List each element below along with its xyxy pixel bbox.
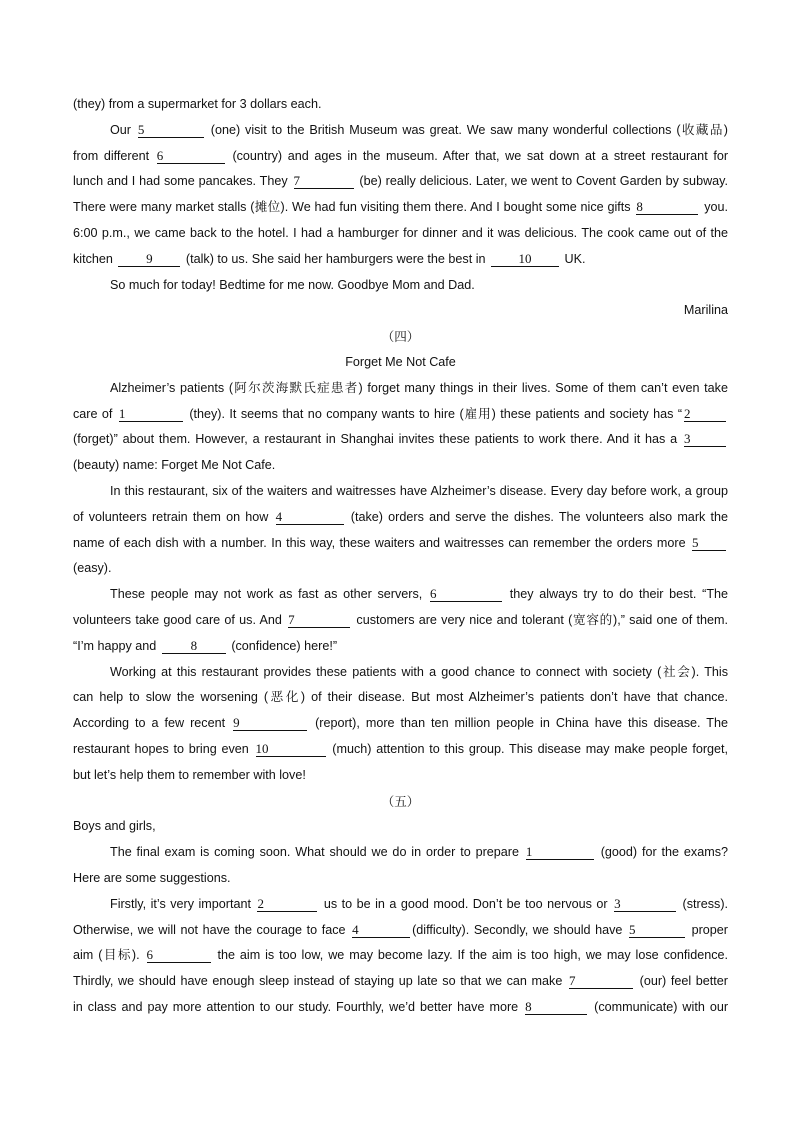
text-line	[73, 969, 728, 995]
passage-text: care of	[73, 406, 113, 421]
signature-text: Marilina	[683, 303, 728, 318]
text-line	[73, 402, 728, 428]
answer-blank[interactable]: 3	[684, 431, 726, 447]
answer-blank[interactable]: 7	[288, 612, 350, 628]
passage-text: but let’s help them to remember with love!	[73, 767, 306, 782]
text-line	[73, 195, 728, 221]
answer-blank[interactable]: 9	[233, 715, 307, 731]
passage-text: (communicate) with our	[594, 999, 728, 1014]
text-line	[73, 556, 728, 582]
passage-text: (they). It seems that no company wants to hire (雇用) these patients and society has “	[189, 406, 683, 421]
text-line	[73, 453, 728, 479]
passage-text: (easy).	[73, 561, 112, 576]
passage-text: “I’m happy and	[73, 638, 157, 653]
passage-text: 6:00 p.m., we came back to the hotel. I had a hamburger for dinner and it was delicious. The cook came out of the	[73, 225, 728, 240]
answer-blank[interactable]: 1	[526, 844, 594, 860]
text-line	[73, 582, 728, 608]
greeting	[73, 814, 728, 840]
passage-text: volunteers take good care of us. And	[73, 612, 282, 627]
passage-title	[73, 350, 728, 376]
passage-text: lunch and I had some pancakes. They	[73, 174, 288, 189]
text-line	[73, 273, 728, 299]
text-line	[73, 144, 728, 170]
text-line	[73, 92, 728, 118]
text-line	[73, 479, 728, 505]
passage-text: (be) really delicious. Later, we went to Covent Garden by subway.	[359, 174, 728, 189]
passage-text: the aim is too low, we may become lazy. If the aim is too high, we may lose confidence.	[217, 948, 728, 963]
passage-text: According to a few recent	[73, 716, 226, 731]
answer-blank[interactable]: 10	[491, 251, 559, 267]
passage-text: Alzheimer’s patients (阿尔茨海默氏症患者) forget many things in their lives. Some of them can’t even take	[110, 380, 728, 395]
text-line	[73, 918, 728, 944]
answer-blank[interactable]: 9	[118, 251, 180, 267]
passage-title-text: Forget Me Not Cafe	[345, 354, 456, 369]
passage-text: UK.	[564, 251, 586, 266]
text-line	[73, 943, 728, 969]
answer-blank[interactable]: 7	[294, 173, 354, 189]
passage-text: (report), more than ten million people in China have this disease. The	[315, 716, 728, 731]
passage-text: (forget)” about them. However, a restaurant in Shanghai invites these patients to work there. And it has a	[73, 432, 678, 447]
text-line	[73, 892, 728, 918]
passage-text: Our	[110, 122, 131, 137]
text-line	[73, 685, 728, 711]
passage-text: Working at this restaurant provides these patients with a good chance to connect with society (社会). This	[110, 664, 728, 679]
passage-text: restaurant hopes to bring even	[73, 741, 249, 756]
answer-blank[interactable]: 4	[276, 509, 344, 525]
text-line	[73, 247, 728, 273]
passage-text: kitchen	[73, 251, 113, 266]
section-label-text: （四）	[381, 329, 420, 345]
text-line	[73, 376, 728, 402]
answer-blank[interactable]: 5	[692, 535, 726, 551]
section-label-text: （五）	[381, 793, 420, 809]
passage-text: (talk) to us. She said her hamburgers were the best in	[185, 251, 486, 266]
text-line	[73, 995, 728, 1021]
passage-text: (they) from a supermarket for 3 dollars each.	[73, 97, 322, 111]
document-page	[73, 92, 728, 1021]
answer-blank[interactable]: 4	[352, 922, 410, 938]
passage-text: of volunteers retrain them on how	[73, 509, 269, 524]
text-line	[73, 221, 728, 247]
passage-text: (beauty) name: Forget Me Not Cafe.	[73, 458, 276, 473]
text-line	[73, 711, 728, 737]
passage-text: Thirdly, we should have enough sleep instead of staying up late so that we can make	[73, 974, 563, 989]
text-line	[73, 118, 728, 144]
passage-text: (stress).	[682, 896, 728, 911]
text-line	[73, 737, 728, 763]
section-label	[73, 324, 728, 350]
text-line	[73, 169, 728, 195]
passage-text: can help to slow the worsening (恶化) of their disease. But most Alzheimer’s patients don’t have that chance.	[73, 690, 728, 705]
passage-text: In this restaurant, six of the waiters and waitresses have Alzheimer’s disease. Every day before work, a group	[110, 483, 728, 498]
passage-text: (difficulty). Secondly, we should have	[412, 922, 623, 937]
answer-blank[interactable]: 2	[684, 406, 726, 422]
passage-text: (take) orders and serve the dishes. The volunteers also mark the	[350, 509, 728, 524]
answer-blank[interactable]: 10	[256, 741, 326, 757]
passage-text: (our) feel better	[639, 974, 728, 989]
passage-text: Firstly, it’s very important	[110, 896, 251, 911]
passage-text: There were many market stalls (摊位). We had fun visiting them there. And I bought some nice gifts	[73, 200, 631, 215]
passage-text: (country) and ages in the museum. After that, we sat down at a street restaurant for	[232, 148, 728, 163]
text-line	[73, 660, 728, 686]
passage-text: These people may not work as fast as other servers,	[110, 587, 423, 602]
text-line	[73, 427, 728, 453]
text-line	[73, 531, 728, 557]
text-line	[73, 634, 728, 660]
passage-text: Otherwise, we will not have the courage to face	[73, 922, 346, 937]
passage-text: (confidence) here!”	[231, 638, 338, 653]
answer-blank[interactable]: 5	[629, 922, 685, 938]
passage-text: customers are very nice and tolerant (宽容的),” said one of them.	[356, 612, 728, 627]
answer-blank[interactable]: 8	[162, 638, 226, 654]
answer-blank[interactable]: 2	[257, 896, 317, 912]
answer-blank[interactable]: 6	[430, 586, 502, 602]
answer-blank[interactable]: 5	[138, 122, 204, 138]
answer-blank[interactable]: 6	[147, 947, 211, 963]
passage-text: So much for today! Bedtime for me now. Goodbye Mom and Dad.	[110, 277, 475, 292]
passage-text: (much) attention to this group. This disease may make people forget,	[332, 741, 728, 756]
passage-text: Here are some suggestions.	[73, 870, 231, 885]
answer-blank[interactable]: 8	[636, 199, 698, 215]
answer-blank[interactable]: 1	[119, 406, 183, 422]
passage-text: (one) visit to the British Museum was great. We saw many wonderful collections (收藏品)	[210, 122, 728, 137]
answer-blank[interactable]: 7	[569, 973, 633, 989]
text-line	[73, 840, 728, 866]
answer-blank[interactable]: 8	[525, 999, 587, 1015]
signature	[73, 298, 728, 324]
passage-text: us to be in a good mood. Don’t be too nervous or	[323, 896, 608, 911]
passage-text: proper	[691, 922, 728, 937]
passage-text: from different	[73, 148, 150, 163]
answer-blank[interactable]: 6	[157, 148, 225, 164]
passage-text: in class and pay more attention to our study. Fourthly, we’d better have more	[73, 999, 519, 1014]
passage-text: aim (目标).	[73, 948, 140, 963]
answer-blank[interactable]: 3	[614, 896, 676, 912]
passage-text: (good) for the exams?	[600, 845, 728, 860]
text-line	[73, 505, 728, 531]
text-line	[73, 866, 728, 892]
passage-text: you.	[704, 200, 728, 215]
passage-text: The final exam is coming soon. What should we do in order to prepare	[110, 845, 519, 860]
passage-text: they always try to do their best. “The	[509, 587, 728, 602]
passage-text: name of each dish with a number. In this way, these waiters and waitresses can remember the orders more	[73, 535, 686, 550]
section-label	[73, 789, 728, 815]
text-line	[73, 608, 728, 634]
text-line	[73, 763, 728, 789]
greeting-text: Boys and girls,	[73, 819, 156, 834]
